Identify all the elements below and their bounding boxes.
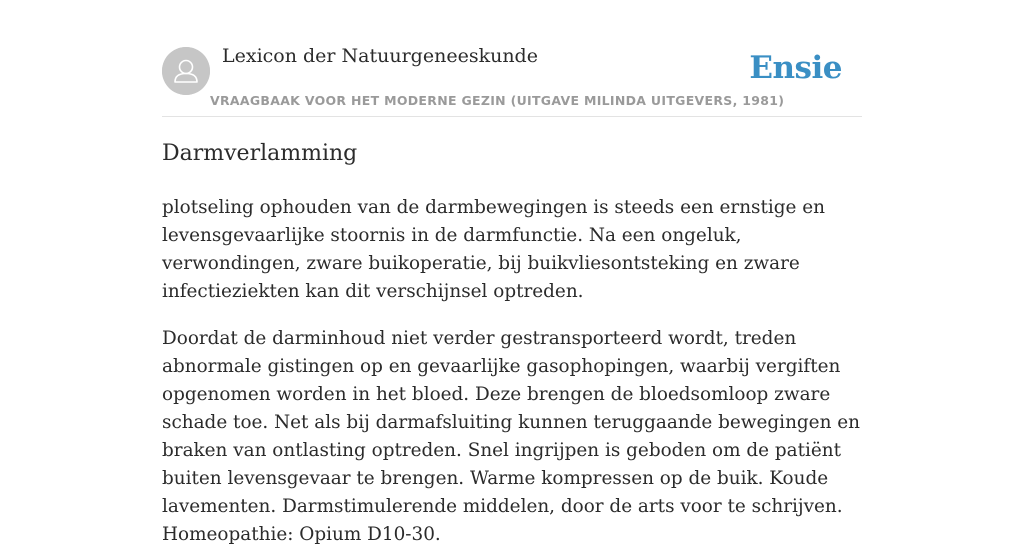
entry-content: [162, 138, 867, 549]
source-header: [162, 0, 862, 117]
entry-paragraph: Doordat de darminhoud niet verder gestransporteerd wordt, treden abnormale gistingen op en gevaarlijke gasophopingen, waarbij vergiften opgenomen worden in het bloed. Deze brengen de bloedsomloop zware schade toe. Net als bij darmafsluiting kunnen teruggaande bewegingen en braken van ontlasting optreden. Snel ingrijpen is geboden om de patiënt buiten levensgevaar te brengen. Warme kompressen op de buik. Koude lavementen. Darmstimulerende middelen, door de arts voor te schrijven. Homeopathie: Opium D10-30.: [162, 328, 860, 545]
source-subtitle: VRAAGBAAK VOOR HET MODERNE GEZIN (UITGAVE MILINDA UITGEVERS, 1981): [210, 93, 785, 108]
entry-paragraph: plotseling ophouden van de darmbewegingen is steeds een ernstige en levensgevaarlijke stoornis in de darmfunctie. Na een ongeluk, verwondingen, zware buikoperatie, bij buikvliesontsteking en zware infectieziekten kan dit verschijnsel optreden.: [162, 197, 825, 302]
source-title[interactable]: Lexicon der Natuurgeneeskunde: [222, 45, 538, 67]
user-silhouette-icon[interactable]: [162, 47, 210, 95]
ensie-logo[interactable]: Ensie: [749, 50, 842, 86]
entry-title: Darmverlamming: [162, 141, 358, 166]
